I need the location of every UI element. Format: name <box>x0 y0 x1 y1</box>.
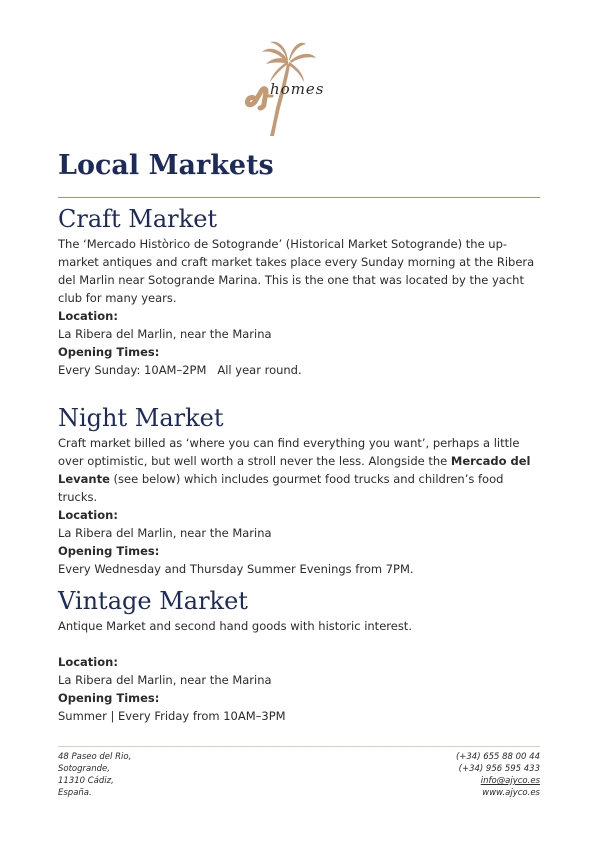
spacer <box>58 635 540 653</box>
description-text: Craft market billed as ‘where you can find everything you want’, perhaps a little over optimistic, but well worth a stroll never the less. Alongside the <box>58 436 520 468</box>
section-heading: Vintage Market <box>58 587 248 615</box>
phone-number: (+34) 655 88 00 44 <box>455 752 540 762</box>
footer-contact <box>456 751 540 799</box>
opening-times-label: Opening Times: <box>58 345 160 359</box>
description-bold-text: Mercado del Levante <box>58 454 531 486</box>
opening-times-label: Opening Times: <box>58 691 160 705</box>
section-craft-market <box>58 203 540 379</box>
location-value: La Ribera del Marlin, near the Marina <box>58 526 272 540</box>
logo-text: homes <box>270 80 325 98</box>
title-divider <box>58 197 540 198</box>
section-description: Antique Market and second hand goods with historic interest. <box>58 619 412 633</box>
location-value: La Ribera del Marlin, near the Marina <box>58 327 272 341</box>
opening-times-value: Every Wednesday and Thursday Summer Evenings from 7PM. <box>58 562 414 576</box>
opening-times-value: Summer | Every Friday from 10AM–3PM <box>58 709 286 723</box>
section-heading: Night Market <box>58 404 224 432</box>
section-night-market <box>58 402 540 578</box>
footer-address <box>58 751 131 799</box>
section-vintage-market <box>58 585 540 725</box>
location-label: Location: <box>58 309 118 323</box>
section-description: The ‘Mercado Històrico de Sotogrande’ (Historical Market Sotogrande) the up-market antiques and craft market takes place every Sunday morning at the Ribera del Marlin near Sotogrande Marina. This is the one that was located by the yacht club for many years. <box>58 237 535 305</box>
address-line: Sotogrande, <box>58 764 110 774</box>
opening-times-value: Every Sunday: 10AM–2PM All year round. <box>58 363 302 377</box>
description-text: (see below) which includes gourmet food trucks and children’s food trucks. <box>58 472 504 504</box>
location-value: La Ribera del Marlin, near the Marina <box>58 673 272 687</box>
phone-number: (+34) 956 595 433 <box>458 764 540 774</box>
location-label: Location: <box>58 508 118 522</box>
footer-divider <box>58 746 540 747</box>
address-line: 11310 Cádiz, <box>58 776 114 786</box>
email-link[interactable]: info@ajyco.es <box>480 776 540 786</box>
address-line: España. <box>58 788 92 798</box>
opening-times-label: Opening Times: <box>58 544 160 558</box>
address-line: 48 Paseo del Rio, <box>58 752 132 762</box>
section-description <box>58 434 540 506</box>
section-heading: Craft Market <box>58 205 218 233</box>
location-label: Location: <box>58 655 118 669</box>
page-title: Local Markets <box>58 150 274 181</box>
website-link[interactable]: www.ajyco.es <box>482 788 540 798</box>
